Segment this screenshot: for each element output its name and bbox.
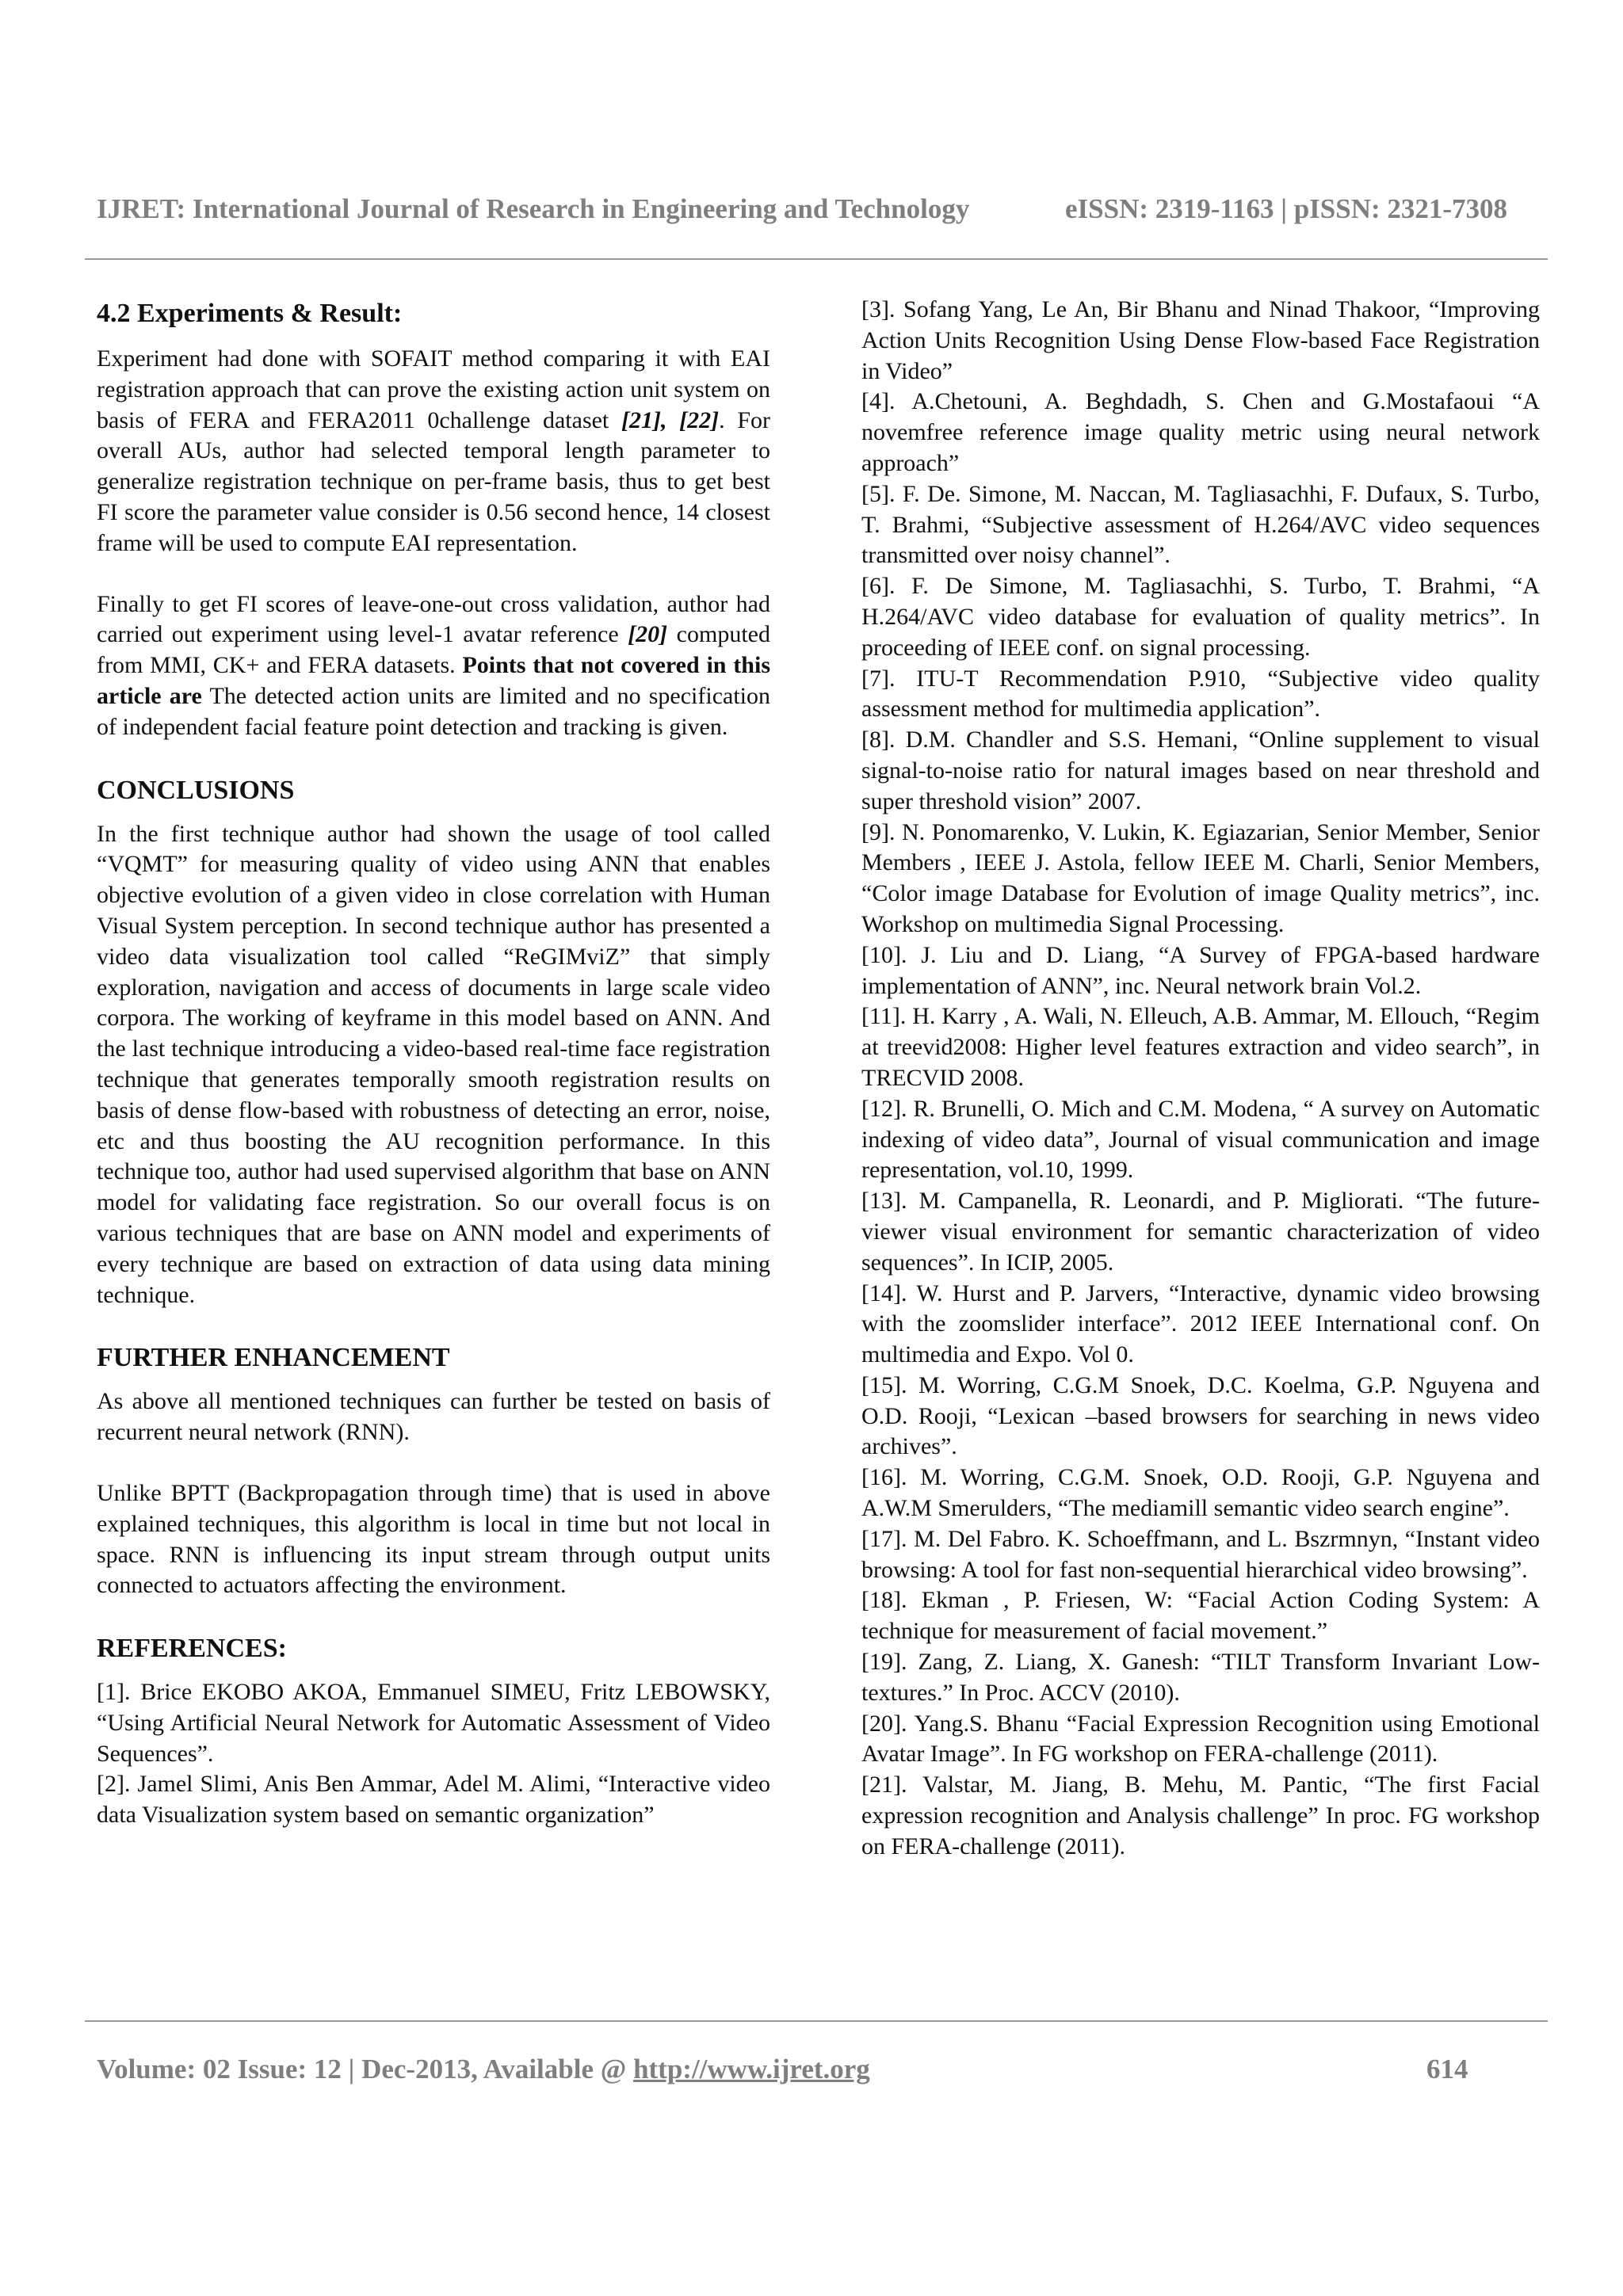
running-header	[97, 193, 1539, 225]
right-column	[861, 295, 1540, 1863]
text-span: The detected action units are limited and no specification of independent facial feature point detection and tracking is given.	[97, 682, 770, 740]
reference-item: [1]. Brice EKOBO AKOA, Emmanuel SIMEU, Fritz LEBOWSKY, “Using Artificial Neural Network for Automatic Assessment of Video Sequences”.	[97, 1679, 770, 1767]
conclusions-paragraph: In the first technique author had shown the usage of tool called “VQMT” for measuring quality of video using ANN that enables objective evolution of a given video in close correlation with Human Visual System perception. In second technique author has presented a video data visualization tool called “ReGIMviZ” that simply exploration, navigation and access of documents in large scale video corpora. The working of keyframe in this model based on ANN. And the last technique introducing a video-based real-time face registration technique that generates temporally smooth registration results on basis of dense flow-based with robustness of detecting an error, noise, etc and thus boosting the AU recognition performance. In this technique too, author had used supervised algorithm that base on ANN model for validating face registration. So our overall focus is on various techniques that are base on ANN model and experiments of every technique are based on extraction of data using data mining technique.	[97, 820, 770, 1308]
reference-item: [16]. M. Worring, C.G.M. Snoek, O.D. Rooji, G.P. Nguyena and A.W.M Smerulders, “The mediamill semantic video search engine”.	[861, 1464, 1540, 1522]
experiments-paragraph-1	[97, 344, 770, 559]
issn-info: eISSN: 2319-1163 | pISSN: 2321-7308	[1065, 193, 1508, 224]
reference-item: [2]. Jamel Slimi, Anis Ben Ammar, Adel M. Alimi, “Interactive video data Visualization system based on semantic organization”	[97, 1771, 770, 1829]
reference-item: [3]. Sofang Yang, Le An, Bir Bhanu and Ninad Thakoor, “Improving Action Units Recognition Using Dense Flow-based Face Registration in Video”	[861, 296, 1540, 384]
reference-item: [9]. N. Ponomarenko, V. Lukin, K. Egiazarian, Senior Member, Senior Members , IEEE J. Astola, fellow IEEE M. Charli, Senior Members, “Color image Database for Evolution of image Quality metrics”, inc. Workshop on multimedia Signal Processing.	[861, 818, 1540, 937]
journal-name: IJRET: International Journal of Research in Engineering and Technology	[97, 193, 970, 224]
text-span: computed from MMI, CK+ and FERA datasets.	[97, 621, 770, 679]
experiments-paragraph-2	[97, 589, 770, 743]
volume-info: Volume: 02 Issue: 12 | Dec-2013, Available @	[97, 2054, 634, 2084]
reference-item: [5]. F. De. Simone, M. Naccan, M. Tagliasachhi, F. Dufaux, S. Turbo, T. Brahmi, “Subjective assessment of H.264/AVC video sequences transmitted over noisy channel”.	[861, 480, 1540, 569]
left-column	[97, 295, 770, 1831]
page-footer	[97, 2054, 1539, 2085]
further-paragraph-2: Unlike BPTT (Backpropagation through time) that is used in above explained techniques, this algorithm is local in time but not local in space. RNN is influencing its input stream through output units connected to actuators affecting the environment.	[97, 1479, 770, 1599]
reference-item: [19]. Zang, Z. Liang, X. Ganesh: “TILT Transform Invariant Low-textures.” In Proc. ACCV (2010).	[861, 1649, 1540, 1706]
further-paragraph-1: As above all mentioned techniques can further be tested on basis of recurrent neural network (RNN).	[97, 1388, 770, 1446]
section-heading-conclusions: CONCLUSIONS	[97, 775, 295, 805]
header-rule	[85, 258, 1548, 260]
reference-item: [7]. ITU-T Recommendation P.910, “Subjective video quality assessment method for multimedia application”.	[861, 665, 1540, 723]
reference-item: [4]. A.Chetouni, A. Beghdadh, S. Chen and G.Mostafaoui “A novemfree reference image quality metric using neural network approach”	[861, 388, 1540, 476]
section-heading-experiments: 4.2 Experiments & Result:	[97, 299, 403, 328]
reference-item: [20]. Yang.S. Bhanu “Facial Expression Recognition using Emotional Avatar Image”. In FG workshop on FERA-challenge (2011).	[861, 1710, 1540, 1768]
reference-item: [13]. M. Campanella, R. Leonardi, and P. Migliorati. “The future-viewer visual environment for semantic characterization of video sequences”. In ICIP, 2005.	[861, 1188, 1540, 1276]
reference-item: [8]. D.M. Chandler and S.S. Hemani, “Online supplement to visual signal-to-noise ratio for natural images based on near threshold and super threshold vision” 2007.	[861, 727, 1540, 814]
footer-rule	[85, 2020, 1548, 2022]
section-heading-references: REFERENCES:	[97, 1634, 287, 1664]
page-number: 614	[1426, 2054, 1468, 2084]
reference-item: [11]. H. Karry , A. Wali, N. Elleuch, A.B. Ammar, M. Ellouch, “Regim at treevid2008: Higher level features extraction and video search”, in TRECVID 2008.	[861, 1003, 1540, 1091]
section-heading-further-enhancement: FURTHER ENHANCEMENT	[97, 1343, 450, 1373]
spacer	[97, 1448, 770, 1478]
reference-item: [12]. R. Brunelli, O. Mich and C.M. Modena, “ A survey on Automatic indexing of video data”, Journal of visual communication and image representation, vol.10, 1999.	[861, 1095, 1540, 1184]
reference-item: [15]. M. Worring, C.G.M Snoek, D.C. Koelma, G.P. Nguyena and O.D. Rooji, “Lexican –based browsers for searching in news video archives”.	[861, 1371, 1540, 1460]
reference-item: [17]. M. Del Fabro. K. Schoeffmann, and L. Bszrmnyn, “Instant video browsing: A tool for fast non-sequential hierarchical video browsing”.	[861, 1525, 1540, 1583]
journal-link[interactable]: http://www.ijret.org	[633, 2054, 870, 2084]
reference-item: [18]. Ekman , P. Friesen, W: “Facial Action Coding System: A technique for measurement of facial movement.”	[861, 1587, 1540, 1645]
bold-text: Points that not covered in this article are	[97, 652, 770, 709]
text-span: Finally to get FI scores of leave-one-out cross validation, author had carried out experiment using level-1 avatar reference	[97, 590, 770, 648]
reference-item: [21]. Valstar, M. Jiang, B. Mehu, M. Pantic, “The first Facial expression recognition and Analysis challenge” In proc. FG workshop on FERA-challenge (2011).	[861, 1772, 1540, 1859]
text-span: . For overall AUs, author had selected temporal length parameter to generalize registration technique on per-frame basis, thus to get best FI score the parameter value consider is 0.56 second hence, 14 closest frame will be used to compute EAI representation.	[97, 406, 770, 556]
spacer	[97, 559, 770, 589]
citation: [20]	[628, 621, 668, 648]
reference-item: [10]. J. Liu and D. Liang, “A Survey of FPGA-based hardware implementation of ANN”, inc. Neural network brain Vol.2.	[861, 941, 1540, 999]
citation: [21], [22]	[621, 406, 720, 433]
reference-item: [14]. W. Hurst and P. Jarvers, “Interactive, dynamic video browsing with the zoomslider interface”. 2012 IEEE International conf. On multimedia and Expo. Vol 0.	[861, 1280, 1540, 1368]
text-span: Experiment had done with SOFAIT method comparing it with EAI registration approach that can prove the existing action unit system on basis of FERA and FERA2011 0challenge dataset	[97, 345, 770, 433]
reference-item: [6]. F. De Simone, M. Tagliasachhi, S. Turbo, T. Brahmi, “A H.264/AVC video database for evaluation of quality metrics”. In proceeding of IEEE conf. on signal processing.	[861, 573, 1540, 661]
